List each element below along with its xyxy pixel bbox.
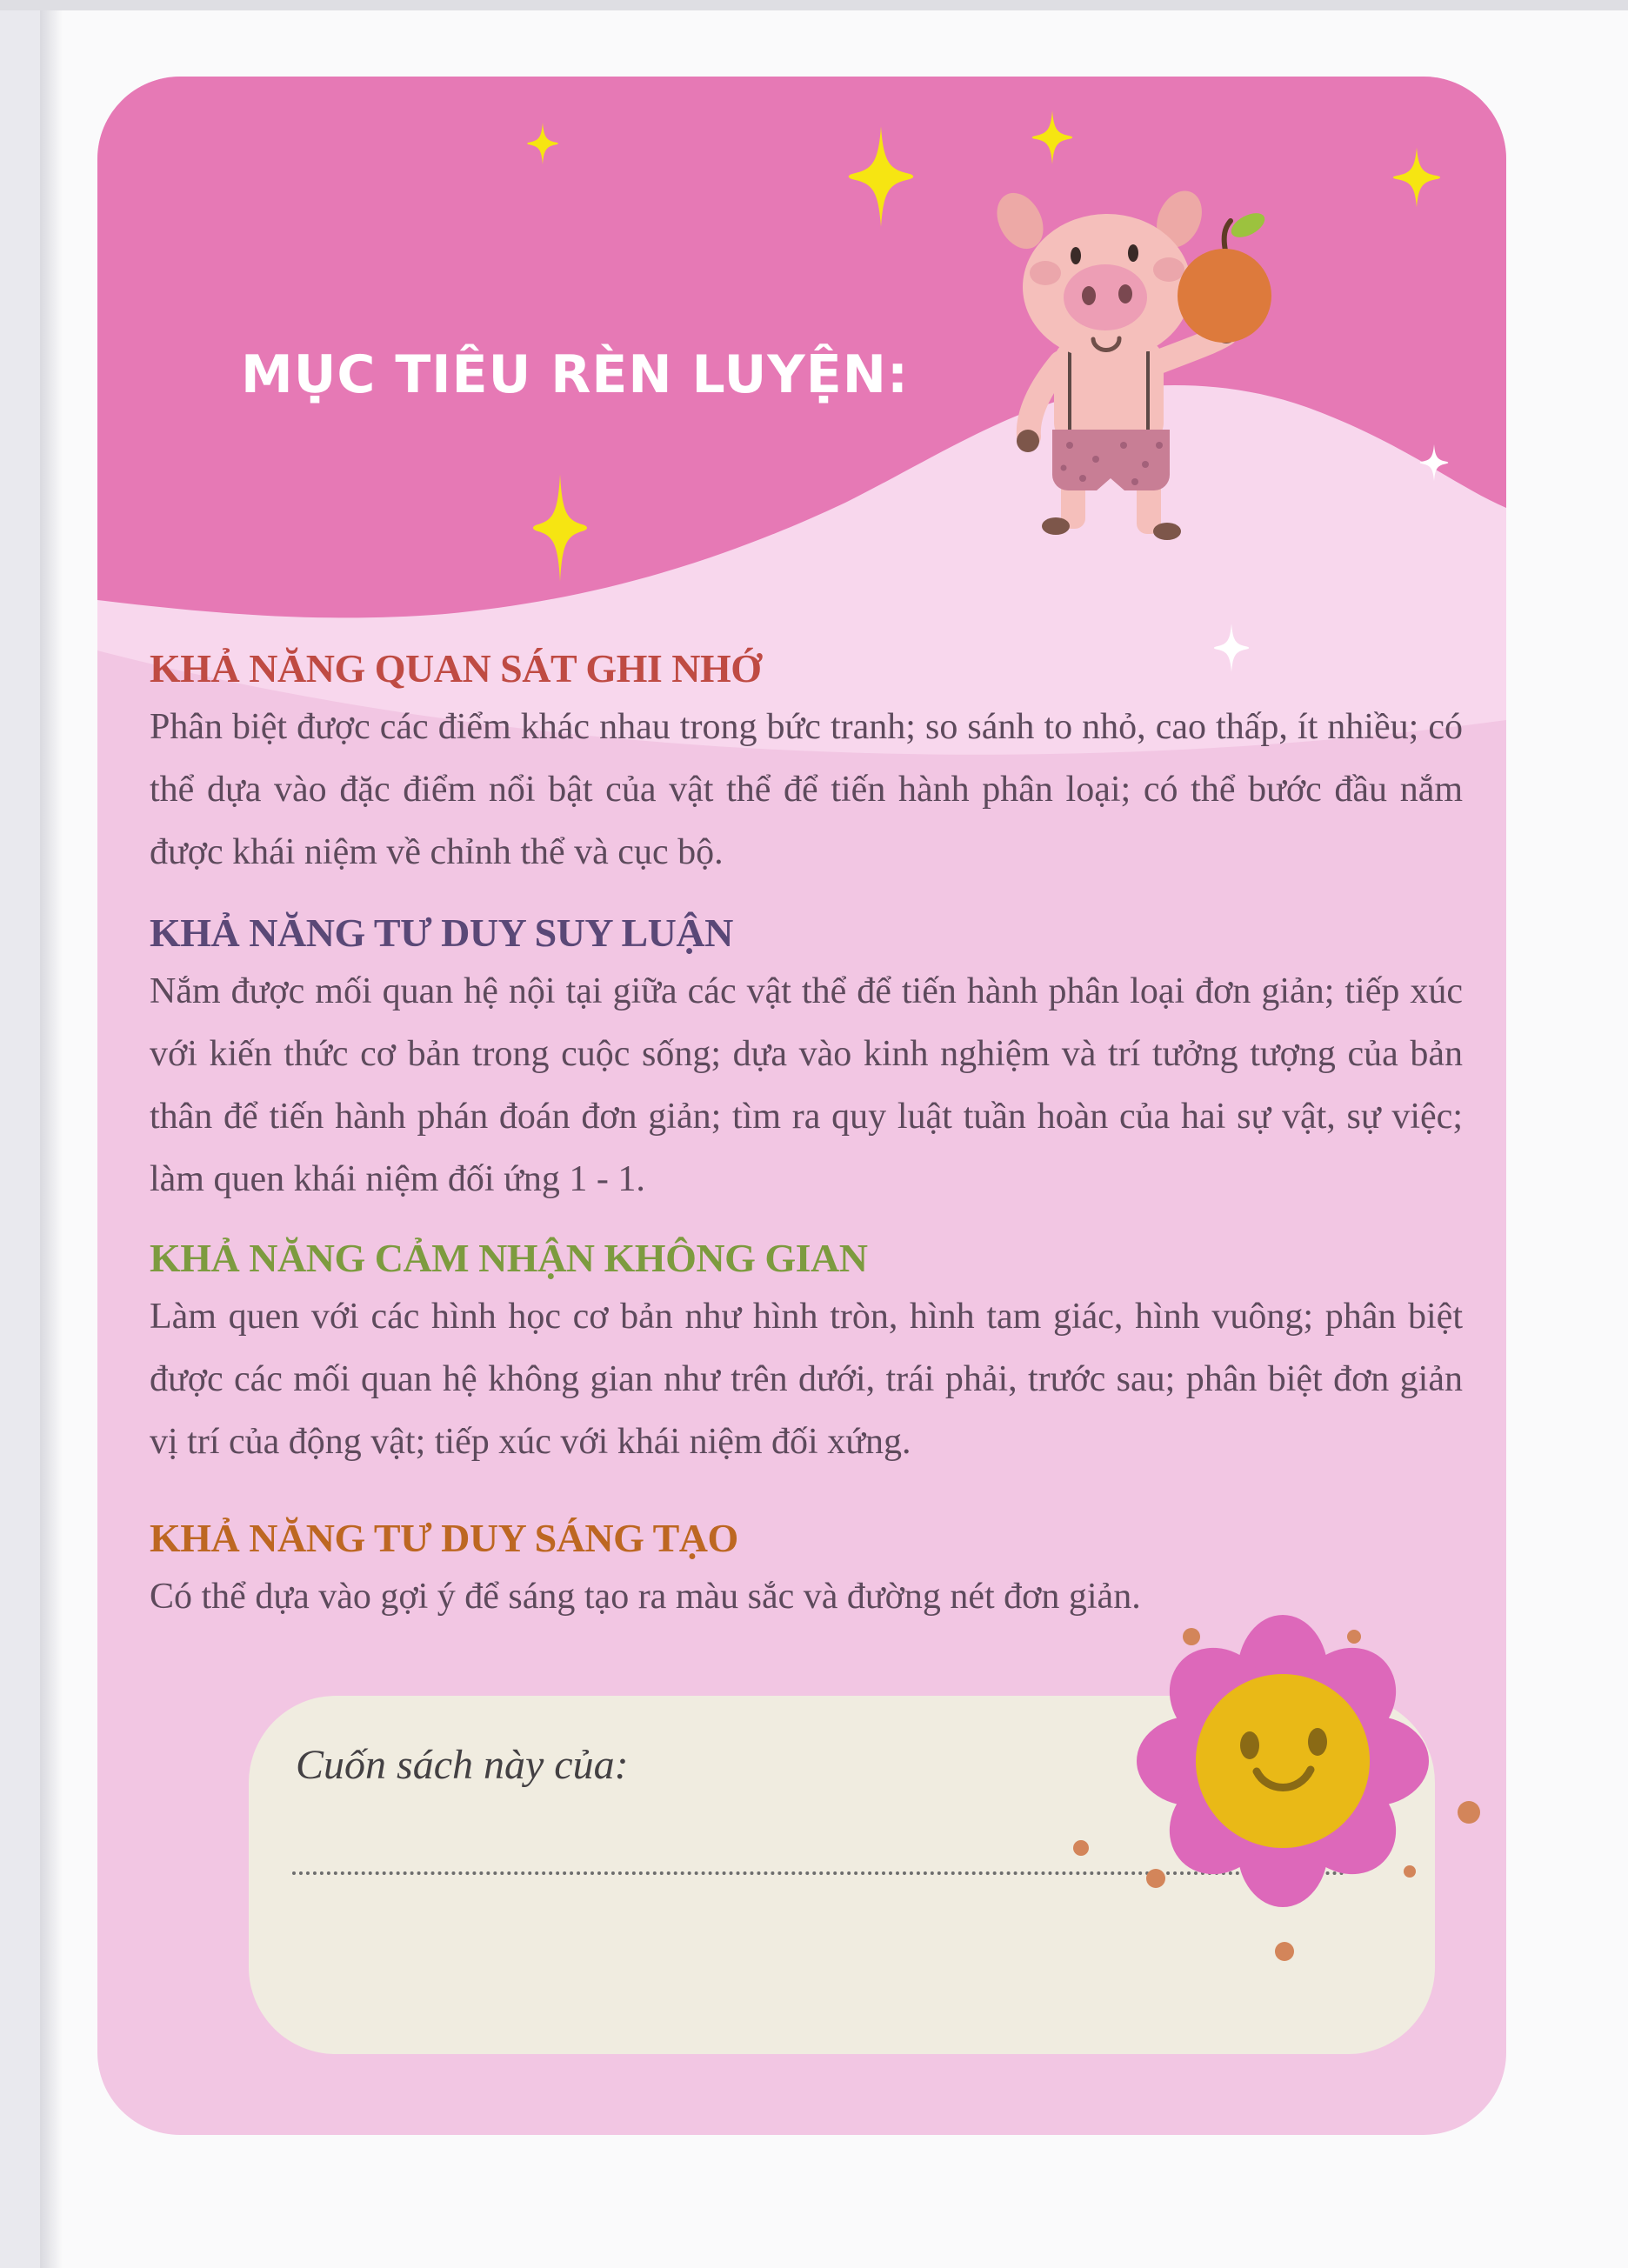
decor-dot <box>1404 1865 1416 1878</box>
owner-label: Cuốn sách này của: <box>296 1742 629 1788</box>
sparkle-icon <box>1026 110 1078 165</box>
page-title: MỤC TIÊU RÈN LUYỆN: <box>241 344 909 405</box>
section-creative-body: Có thể dựa vào gợi ý để sáng tạo ra màu sắc và đường nét đơn giản. <box>150 1577 1141 1617</box>
section-spatial-heading: KHẢ NĂNG CẢM NHẬN KHÔNG GIAN <box>150 1236 868 1280</box>
pig-icon <box>988 184 1237 540</box>
sparkle-icon <box>525 472 595 584</box>
sparkle-icon <box>1386 146 1447 209</box>
section-observation-body: Phân biệt được các điểm khác nhau trong bức tranh; so sánh to nhỏ, cao thấp, ít nhiều; có thể dựa vào đặc điểm nổi bật của vật thể để tiến hành phân loại; có thể bước đầu nắm được khái niệm về chỉnh thể và cục bộ. <box>150 707 1463 872</box>
section-creative-heading: KHẢ NĂNG TƯ DUY SÁNG TẠO <box>150 1516 738 1560</box>
decor-dot <box>1458 1801 1480 1824</box>
white-sparkle-icon <box>1416 444 1452 482</box>
sparkle-icon <box>523 122 563 165</box>
decor-dot <box>1183 1628 1200 1645</box>
decor-dot <box>1146 1869 1165 1888</box>
section-reasoning-heading: KHẢ NĂNG TƯ DUY SUY LUẬN <box>150 911 733 955</box>
decor-dot <box>1073 1840 1089 1856</box>
photo-top-edge <box>0 0 1628 10</box>
page-card <box>97 77 1506 2135</box>
section-reasoning-body: Nắm được mối quan hệ nội tại giữa các vật thể để tiến hành phân loại đơn giản; tiếp xúc với kiến thức cơ bản trong cuộc sống; dựa vào kinh nghiệm và trí tưởng tượng của bản thân để tiến hành phán đoán đơn giản; tìm ra quy luật tuần hoàn của hai sự vật, sự việc; làm quen khái niệm đối ứng 1 - 1. <box>150 971 1463 1199</box>
decor-dot <box>1347 1630 1361 1644</box>
sparkle-icon <box>839 124 923 229</box>
decor-dot <box>1275 1942 1294 1961</box>
section-observation-heading: KHẢ NĂNG QUAN SÁT GHI NHỚ <box>150 646 762 690</box>
section-spatial-body: Làm quen với các hình học cơ bản như hình tròn, hình tam giác, hình vuông; phân biệt được các mối quan hệ không gian như trên dưới, trái phải, trước sau; phân biệt đơn giản vị trí của động vật; tiếp xúc với khái niệm đối xứng. <box>150 1297 1463 1462</box>
pig-illustration <box>952 184 1326 571</box>
page-gutter-shadow <box>40 0 63 2268</box>
white-sparkle-icon <box>1209 623 1254 673</box>
flower-icon <box>1137 1615 1429 1907</box>
flower-illustration <box>1118 1604 1448 1935</box>
